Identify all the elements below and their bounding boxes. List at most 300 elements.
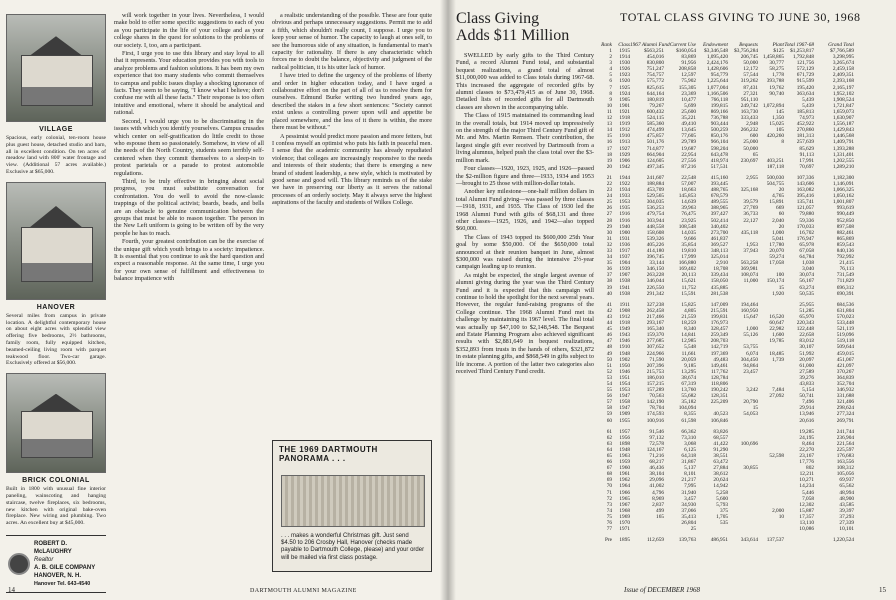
table-cell: 1,202,555 — [832, 157, 854, 164]
table-cell: 18 — [606, 151, 612, 158]
table-cell: 22,127 — [743, 217, 758, 224]
table-cell: 1,066,325 — [832, 187, 854, 194]
table-cell: 71,590 — [649, 356, 664, 363]
paragraph: A pessimist would predict more passion and more fetters, but I confess myself an optimist who puts his faith in peaceful men. I sense that the academic community has already repudiated violence; that colleges are increasingly responsive to the needs and interests of their students; that there is emerging a new brand of student leadership, a new style, which is motivated by good sense and good will. This library reminds us of the stake we have in preserving our liberty as it serves the rational processes of an orderly society. May it always serve the highest aspirations of the faculty and students of Wilkes College. — [272, 132, 432, 207]
table-cell: 1,225,644 — [706, 78, 728, 85]
table-cell: 17,357 — [799, 513, 814, 520]
table-cell: 60 — [778, 211, 784, 218]
table-cell: 65,970 — [799, 313, 814, 320]
table-cell: 1957 — [619, 428, 630, 435]
paragraph: Second, I would urge you to be discriminating in the issues with which you identify yourselves. Campus crusades which center on self-gratification do little credit to those who espouse them so passionately. Somehow, in view of all the needs of the North Country, students seem terribly self-centered when they commit themselves to a sleep-in to protest parietals or a parade to protest automobile regulations. — [114, 117, 264, 177]
table-cell: 208,858 — [678, 66, 696, 73]
table-cell: 1,705 — [716, 513, 728, 520]
table-cell: 2,424,176 — [706, 60, 728, 67]
village-house-photo — [6, 14, 106, 122]
table-cell: 1930 — [619, 60, 630, 67]
table-cell: 1,409,791 — [832, 139, 854, 146]
table-cell — [630, 526, 664, 532]
table-cell: 535 — [720, 520, 728, 527]
table-cell: 24 — [606, 193, 612, 200]
table-cell: 143,606 — [796, 180, 814, 187]
table-cell: 1948 — [619, 446, 630, 453]
table-cell: 35,182 — [681, 399, 696, 406]
table-cell: 319,262 — [740, 78, 758, 85]
table-cell: 68 — [606, 471, 612, 478]
table-cell: 69,937 — [839, 477, 854, 484]
table-cell: 61 — [606, 428, 612, 435]
table-cell: 50,000 — [743, 145, 758, 152]
table-cell: 393,445 — [710, 180, 728, 187]
table-cell: 105,056 — [836, 471, 854, 478]
table-cell: 12,597 — [681, 72, 696, 79]
table-cell: 3,298,995 — [832, 54, 854, 61]
table-cell: $1,253,817 — [790, 48, 814, 54]
table-cell: 206,745 — [740, 54, 758, 61]
table-cell: 393,788 — [766, 78, 784, 85]
table-cell: 459,015 — [836, 350, 854, 357]
table-cell: 241,744 — [836, 428, 854, 435]
table-cell: 1,952,102 — [832, 90, 854, 97]
table-cell: 370,267 — [836, 368, 854, 375]
ad-title: HANOVER — [36, 303, 76, 311]
table-cell: 17 — [606, 145, 612, 152]
table-cell: 5 — [609, 72, 612, 79]
ad-title: VILLAGE — [39, 126, 73, 133]
table-cell: 1,166,506 — [706, 90, 728, 97]
panorama-ad — [272, 440, 432, 572]
table-cell: 50,535 — [799, 290, 814, 297]
paragraph: The Class of 1943 topped its $600,000 25th Year goal by some $50,000. Of the $650,000 total announced at their reunion banquet in June, almost $300,000 was raised during the intensive 2½-year campaign leading up to reunion. — [456, 233, 594, 271]
table-cell: 15 — [752, 405, 758, 412]
table-cell: 124,605 — [646, 157, 664, 164]
table-cell: 303,944 — [646, 217, 664, 224]
ad-text: Built in 1800 with unusual fine interior paneling, wainscoting and hanging staircase, twelve fireplaces, six bedrooms, new kitchen with original bake-oven fireplace. New wiring and plumbing. Two acres. An excellent buy at $45,000. — [6, 486, 106, 527]
table-cell: 8,101 — [684, 471, 696, 478]
table-cell: 1971 — [619, 526, 630, 533]
table-cell: 49,410 — [681, 121, 696, 128]
table-cell: 221,564 — [836, 440, 854, 447]
table-cell: 1920 — [619, 78, 630, 85]
table-cell: 20,624 — [713, 477, 728, 484]
headline-line: Class Giving — [456, 10, 540, 27]
table-cell: 3,265,674 — [832, 60, 854, 67]
table-cell: 10 — [778, 513, 784, 520]
table-cell: 475,857 — [646, 133, 664, 140]
table-cell: 1,721,847 — [832, 102, 854, 109]
table-cell: 25,955 — [799, 301, 814, 308]
table-cell: 77,605 — [681, 133, 696, 140]
table-cell: 570,023 — [836, 313, 854, 320]
table-cell: 453,709 — [646, 187, 664, 194]
table-cell: 500,030 — [766, 174, 784, 181]
table-cell: 70,697 — [799, 163, 814, 170]
table-cell: 521,119 — [836, 326, 854, 333]
table-cell: 830,800 — [646, 60, 664, 67]
table-cell: 731,549 — [836, 272, 854, 279]
table-cell: 20 — [778, 223, 784, 230]
column-header: Endowment — [702, 42, 728, 48]
table-cell: 77 — [606, 526, 612, 533]
table-cell: 68,557 — [713, 434, 728, 441]
article-body — [456, 52, 594, 376]
table-cell: 215,753 — [646, 368, 664, 375]
table-cell: 100 — [776, 272, 784, 279]
table-cell: 1938 — [619, 290, 630, 297]
table-cell: 563,258 — [740, 260, 758, 267]
table-cell: 375 — [720, 507, 728, 514]
table-cell: 26 — [606, 205, 612, 212]
table-cell: 711,829 — [836, 278, 854, 285]
table-cell: 5,699 — [684, 102, 696, 109]
table-cell: 1,095,420 — [706, 54, 728, 61]
table-cell: 224,966 — [646, 350, 664, 357]
table-cell: 44 — [606, 320, 612, 327]
table-cell: 1934 — [619, 187, 630, 194]
table-cell: 364,839 — [836, 374, 854, 381]
table-cell: 1908 — [619, 307, 630, 314]
table-cell: 37 — [606, 272, 612, 279]
column-header: Grand Total — [828, 42, 854, 48]
table-cell: 269,791 — [836, 417, 854, 424]
table-cell: 199,815 — [710, 102, 728, 109]
paragraph: As might be expected, the single largest avenue of alumni giving during the year was the Third Century Fund and it is expected that this campaign will continue to hold the spotlight for the next several years. However, the regular fund-raising programs of the College continue. The 1968 Alumni Fund met its challenge by maintaining its 1967 level. The final total was actually up $47,100 to $2,148,548. The Bequest and Estate Planning Program also achieved significant results with $2,881,649 in bequest realizations, $352,893 from trusts in the hands of others, $321,872 in estate planning gifts, and $868,549 in gifts subject to life income. A portion of the latter two categories also received Third Century Fund credit. — [456, 271, 594, 376]
table-cell: 435,118 — [740, 229, 758, 236]
table-cell: 331,688 — [836, 393, 854, 400]
table-cell: 199,831 — [710, 313, 728, 320]
table-cell: 14,234 — [799, 483, 814, 490]
table-cell: 325,168 — [740, 187, 758, 194]
table-cell: 65 — [606, 453, 612, 459]
table-cell: 16,702 — [799, 229, 814, 236]
table-cell: 65 — [752, 151, 758, 158]
table-cell: 1,778 — [772, 72, 784, 79]
table-cell: 600 — [750, 133, 758, 140]
table-cell: 15 — [606, 133, 612, 140]
table-cell: 1929 — [619, 151, 630, 158]
table-cell: 207,396 — [646, 362, 664, 369]
table-cell — [758, 418, 784, 424]
table-cell: 262,458 — [646, 307, 664, 314]
table-cell: 1938 — [619, 278, 630, 285]
table-cell: 461,837 — [710, 235, 728, 242]
table-cell — [784, 537, 814, 543]
table-cell: 2 — [609, 54, 612, 61]
table-cell: 29,096 — [649, 477, 664, 484]
table-cell: 27,589 — [799, 368, 814, 375]
table-cell: 1954 — [619, 380, 630, 387]
table-cell: 22,658 — [799, 332, 814, 339]
table-cell: 1942 — [619, 163, 630, 170]
paragraph: Another key milestone—one-half million dollars in total Alumni Fund giving—was passed by three classes—1918, 1931, and 1935. The Class of 1930 led the 1968 Alumni Fund with gifts of $68,131 and three other classes—1925, 1926, and 1942—also topped $60,000. — [456, 188, 594, 233]
realtor-box — [6, 535, 106, 593]
table-cell: 67 — [606, 465, 612, 472]
table-cell: 486,951 — [710, 537, 728, 544]
table-cell: 85,629 — [799, 145, 814, 152]
paragraph: First, I urge you to use this library and stay loyal to all that it represents. Your education provides you with tools to analyze problems and fashion solutions. It has been my own experience that too many students who commit themselves to campus and public issues display a shocking ignorance of facts. They seem to be saying, "I know what I believe; don't confuse me with all these facts." Their response is too often intuitive and emotional, where it should be analytical and rational. — [114, 50, 264, 117]
table-cell: 13,760 — [681, 387, 696, 394]
table-cell: 2,165,197 — [832, 84, 854, 91]
page-number-right: 15 — [879, 586, 886, 594]
table-cell: 40 — [606, 290, 612, 297]
table-cell: 107,336 — [796, 174, 814, 181]
table-cell: 46,436 — [649, 465, 664, 472]
table-cell: 14,841 — [681, 332, 696, 339]
table-cell: 882,461 — [836, 229, 854, 236]
table-cell: 75,902 — [681, 78, 696, 85]
table-cell: 157,215 — [646, 380, 664, 387]
paragraph: The Class of 1915 maintained its commanding lead in the overall totals, but 1914 moved up impressively on the strength of the major Third Century Fund gift of Mr. and Mrs. Martin Remsen. Their contribution, the largest single gift ever received by Dartmouth from a living alumnus, helped push the class total over the $3-million mark. — [456, 112, 594, 164]
table-cell: 1965 — [619, 495, 630, 502]
table-cell: 2,000 — [772, 507, 784, 514]
table-cell: 27,556 — [681, 157, 696, 164]
table-cell: 8,355 — [684, 411, 696, 418]
realtor-phone: Hanover Tel. 643-4540 — [34, 580, 91, 587]
table-cell: 14,035 — [681, 229, 696, 236]
table-cell: 321,406 — [836, 399, 854, 406]
table-cell: 27,769 — [743, 205, 758, 212]
table-cell: 41 — [606, 301, 612, 308]
table-cell: 346,932 — [836, 387, 854, 394]
table-cell: 181,313 — [796, 133, 814, 140]
table-cell: 29,789 — [681, 139, 696, 146]
table-cell: 180,819 — [646, 96, 664, 103]
table-cell: 2,955 — [746, 174, 758, 181]
table-cell: 83,826 — [713, 428, 728, 435]
table-cell: 1950 — [619, 362, 630, 369]
table-cell: 38,612 — [713, 471, 728, 478]
table-cell: 59 — [606, 411, 612, 418]
table-cell: 56,167 — [799, 278, 814, 285]
table-cell: 270,860 — [796, 127, 814, 134]
table-cell: 176,947 — [796, 235, 814, 242]
table-cell: 1949 — [619, 326, 630, 333]
table-cell: 48,994 — [839, 489, 854, 496]
table-cell: 1933 — [619, 193, 630, 200]
table-cell: 58,275 — [769, 66, 784, 73]
table-cell: 50,741 — [799, 393, 814, 400]
table-cell: 158,608 — [646, 229, 664, 236]
table-cell: 669 — [776, 205, 784, 212]
table-cell: 2,040 — [772, 217, 784, 224]
table-cell: 38,674 — [681, 374, 696, 381]
table-cell: 45 — [606, 326, 612, 333]
table-cell: 23 — [606, 187, 612, 194]
table-cell: 388,965 — [710, 205, 728, 212]
table-cell: 1947 — [619, 405, 630, 412]
table-cell: 217,466 — [646, 313, 664, 320]
page-number-left: 14 — [8, 586, 15, 594]
table-cell: 474,499 — [646, 127, 664, 134]
table-cell: 293,167 — [646, 320, 664, 327]
table-cell: 94,864 — [743, 362, 758, 369]
table-cell: 38 — [606, 278, 612, 285]
table-cell: 50 — [606, 356, 612, 363]
column-header: Class — [618, 42, 630, 48]
table-cell: 2,948 — [746, 121, 758, 128]
table-cell: 1,739 — [772, 356, 784, 363]
table-cell: 38,104 — [649, 471, 664, 478]
table-cell: 27,884 — [713, 465, 728, 472]
table-cell: 1 — [609, 48, 612, 54]
table-cell: 1915 — [619, 48, 630, 54]
table-cell: 83,869 — [681, 54, 696, 61]
table-cell: 39,579 — [743, 199, 758, 206]
table-cell: 1907 — [619, 272, 630, 279]
table-cell: 346,150 — [646, 266, 664, 273]
table-cell: 225,597 — [836, 446, 854, 453]
table-cell: 71,216 — [649, 453, 664, 459]
table-cell: 24,195 — [799, 434, 814, 441]
table-cell: 4,796 — [652, 489, 664, 496]
table-cell: 792,992 — [836, 254, 854, 261]
table-cell: 1959 — [619, 459, 630, 466]
table-cell: 165,340 — [646, 326, 664, 333]
table-cell: 454,016 — [646, 54, 664, 61]
table-cell: 1947 — [619, 393, 630, 400]
table-cell: 952,850 — [836, 217, 854, 224]
table-cell: 1,428,606 — [706, 66, 728, 73]
table-cell: 420,260 — [766, 133, 784, 140]
table-cell: 17,058 — [769, 260, 784, 267]
table-cell: 11 — [606, 108, 612, 115]
table-cell: 25,000 — [743, 139, 758, 146]
table-cell: 23,457 — [743, 368, 758, 375]
table-cell: 174,593 — [646, 411, 664, 418]
table-cell: 108,312 — [836, 465, 854, 472]
table-cell: 1909 — [619, 411, 630, 418]
table-cell: 1956 — [619, 434, 630, 441]
table-cell: 54,053 — [743, 411, 758, 418]
table-cell — [758, 526, 784, 532]
table-cell: 1,556,187 — [832, 121, 854, 128]
table-cell: 2,393,168 — [832, 78, 854, 85]
table-cell: 405,226 — [646, 241, 664, 248]
table-cell: 63,274 — [799, 284, 814, 291]
table-cell: 1,050,162 — [832, 193, 854, 200]
table-cell: 1,331,401 — [832, 151, 854, 158]
table-cell: 4,765 — [772, 193, 784, 200]
table-cell: 87,431 — [743, 84, 758, 91]
table-cell: 1,350 — [772, 115, 784, 122]
table-row — [594, 418, 892, 424]
table-cell: 43,585 — [839, 501, 854, 508]
table-cell: 70,563 — [649, 393, 664, 400]
table-cell: 600,432 — [646, 108, 664, 115]
table-cell: 1895 — [619, 537, 630, 544]
table-cell: 369,981 — [740, 266, 758, 273]
table-cell: 1,072,894 — [762, 102, 784, 109]
table-cell: 1939 — [619, 266, 630, 273]
table-cell: 572,129 — [796, 66, 814, 73]
column-header: Rank — [601, 42, 612, 48]
table-cell: 25 — [606, 199, 612, 206]
table-cell: 499 — [656, 507, 664, 514]
right-page — [448, 0, 896, 600]
table-cell: 97,132 — [649, 434, 664, 441]
table-cell: 17,991 — [799, 157, 814, 164]
table-cell: 105 — [776, 127, 784, 134]
table-cell: 230,697 — [740, 157, 758, 164]
table-cell: 108,548 — [678, 223, 696, 230]
table-cell: 1966 — [619, 489, 630, 496]
table-cell: 128,351 — [710, 393, 728, 400]
table-cell: 1,038 — [802, 260, 814, 267]
table-cell: 215,591 — [710, 307, 728, 314]
table-cell: 74,973 — [799, 115, 814, 122]
table-cell: 1935 — [619, 205, 630, 212]
table-cell: 236,904 — [836, 434, 854, 441]
table-cell: Pre — [604, 537, 612, 544]
article-column-1 — [114, 12, 264, 284]
table-cell: 76 — [606, 520, 612, 527]
table-cell: 163,556 — [836, 459, 854, 466]
table-cell: 1906 — [619, 157, 630, 164]
table-cell: 226,550 — [646, 284, 664, 291]
table-cell: 29,914 — [799, 405, 814, 412]
table-cell: 39,276 — [799, 374, 814, 381]
table-cell: 137,537 — [766, 537, 784, 544]
table-cell: 13,110 — [799, 520, 814, 527]
table-cell: 1916 — [619, 211, 630, 218]
table-row — [594, 164, 892, 170]
table-cell: 22 — [606, 180, 612, 187]
table-cell: 1904 — [619, 260, 630, 267]
table-cell: 57,544 — [743, 72, 758, 79]
table-cell: 27,339 — [839, 520, 854, 527]
table-cell: 60 — [606, 417, 612, 424]
table-cell: 26,804 — [681, 520, 696, 527]
table-cell: 298,624 — [836, 405, 854, 412]
table-cell: 346,044 — [646, 278, 664, 285]
table-cell: 165 — [656, 513, 664, 520]
table-cell: 59,274 — [769, 254, 784, 261]
table-cell: 325,014 — [710, 254, 728, 261]
table-cell: 575,772 — [646, 78, 664, 85]
table-cell: 5,439 — [802, 96, 814, 103]
table-cell: 11,752 — [681, 284, 696, 291]
table-cell: 6,125 — [684, 446, 696, 453]
table-cell: 1,446,568 — [832, 133, 854, 140]
table-cell: 225,209 — [710, 399, 728, 406]
table-cell: 65,978 — [799, 241, 814, 248]
table-cell: 415,160 — [710, 174, 728, 181]
table-cell: 12,302 — [799, 501, 814, 508]
table-cell: 696,312 — [836, 284, 854, 291]
table-cell: 263,228 — [646, 272, 664, 279]
table-cell: 19,762 — [769, 84, 784, 91]
table-cell: 157,289 — [646, 387, 664, 394]
table-cell: 220,343 — [796, 320, 814, 327]
table-cell: 7,496 — [802, 399, 814, 406]
table-cell: 160,950 — [740, 307, 758, 314]
table-cell: 1,429,843 — [832, 127, 854, 134]
table-cell: 865,869 — [836, 235, 854, 242]
table-cell: 70 — [606, 483, 612, 490]
table-cell: 1962 — [619, 477, 630, 484]
table-cell: 1902 — [619, 356, 630, 363]
table-cell: 500,259 — [710, 127, 728, 134]
table-cell: 112,659 — [646, 537, 664, 544]
paragraph: a realistic understanding of the possible. These are four quite obvious and perhaps unnecessary suggestions. Permit me to add a fifth, which shouldn't really count, I suppose. I urge you to keep your sense of humor. The capacity to laugh at ones self, to see the humorous side of any situation, is fundamental to man's capacity for rationality. If there is any characteristic which forces me to doubt the balance, objectivity and judgment of the radical politician, it is his utter lack of humor. — [272, 12, 432, 71]
paragraph: I have tried to define the urgency of the problems of liberty and order in higher education today, and I have urged a collaborative effort on the part of all of us to resolve them for ourselves. Edmund Burke writing two hundred years ago, described the stakes in a few short sentences: "Society cannot exist unless a controlling power upon will and appetite be placed somewhere, and the less of it there is within, the more there must be without." — [272, 72, 432, 132]
table-cell: 52 — [606, 368, 612, 375]
table-cell: 1898 — [619, 440, 630, 447]
table-cell: 1951 — [619, 374, 630, 381]
table-cell: 10,477 — [681, 96, 696, 103]
table-cell: 1964 — [619, 483, 630, 490]
table-cell: 1970 — [619, 520, 630, 527]
table-cell: 186,010 — [646, 374, 664, 381]
